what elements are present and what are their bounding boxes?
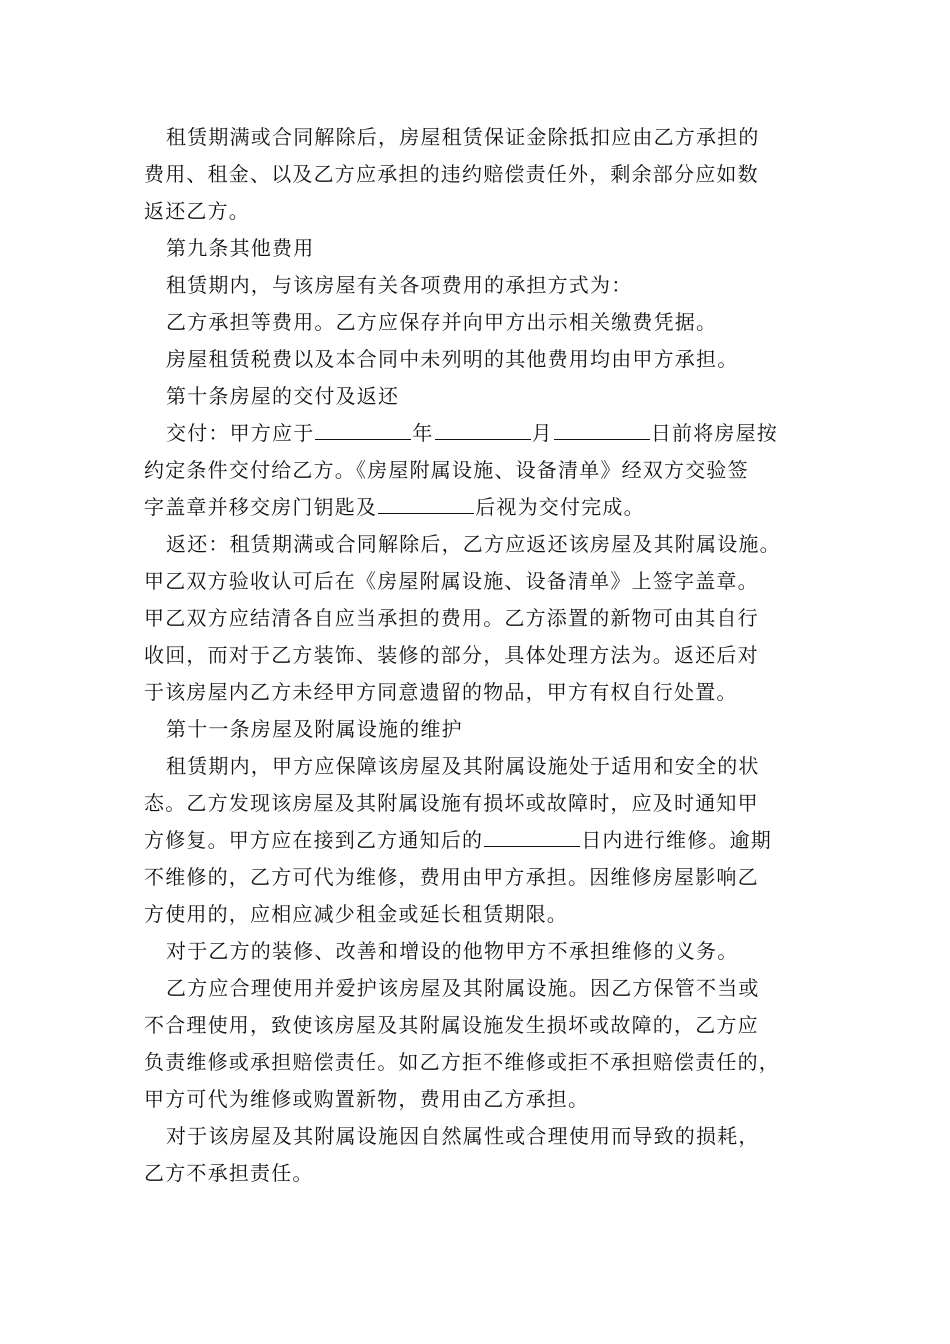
paragraph-line: 乙方不承担责任。 xyxy=(144,1161,314,1185)
paragraph-line: 费用、租金、以及乙方应承担的违约赔偿责任外，剩余部分应如数 xyxy=(144,162,759,186)
paragraph-line: 不合理使用，致使该房屋及其附属设施发生损坏或故障的，乙方应 xyxy=(144,1013,759,1037)
line-text: 年 xyxy=(412,421,434,445)
keys-handover-line xyxy=(144,495,645,519)
line-text: 方修复。甲方应在接到乙方通知后的 xyxy=(144,828,484,852)
paragraph-line: 乙方承担等费用。乙方应保存并向甲方出示相关缴费凭据。 xyxy=(166,310,718,334)
line-text: 后视为交付完成。 xyxy=(475,495,645,519)
fill-blank-month xyxy=(435,421,531,440)
line-text: 日内进行维修。逾期 xyxy=(581,828,773,852)
paragraph-line: 负责维修或承担赔偿责任。如乙方拒不维修或拒不承担赔偿责任的， xyxy=(144,1050,780,1074)
paragraph-line: 租赁期内，与该房屋有关各项费用的承担方式为： xyxy=(166,273,633,297)
section-heading-article-10: 第十条房屋的交付及返还 xyxy=(166,384,400,408)
line-text: 交付：甲方应于 xyxy=(166,421,315,445)
delivery-date-line xyxy=(166,421,778,445)
fill-blank-repair-days xyxy=(484,828,580,847)
paragraph-line: 租赁期满或合同解除后，房屋租赁保证金除抵扣应由乙方承担的 xyxy=(166,125,760,149)
paragraph-line: 乙方应合理使用并爱护该房屋及其附属设施。因乙方保管不当或 xyxy=(166,976,760,1000)
line-text: 字盖章并移交房门钥匙及 xyxy=(144,495,378,519)
paragraph-line: 方使用的，应相应减少租金或延长租赁期限。 xyxy=(144,902,568,926)
paragraph-line: 收回，而对于乙方装饰、装修的部分，具体处理方法为。返还后对 xyxy=(144,643,759,667)
paragraph-line: 态。乙方发现该房屋及其附属设施有损坏或故障时，应及时通知甲 xyxy=(144,791,759,815)
paragraph-line: 于该房屋内乙方未经甲方同意遗留的物品，甲方有权自行处置。 xyxy=(144,680,738,704)
paragraph-line: 返还：租赁期满或合同解除后，乙方应返还该房屋及其附属设施。 xyxy=(166,532,781,556)
paragraph-line: 甲乙双方应结清各自应当承担的费用。乙方添置的新物可由其自行 xyxy=(144,606,759,630)
repair-days-line xyxy=(144,828,772,852)
fill-blank-year xyxy=(315,421,411,440)
paragraph-line: 对于该房屋及其附属设施因自然属性或合理使用而导致的损耗， xyxy=(166,1124,760,1148)
line-text: 月 xyxy=(531,421,553,445)
paragraph-line: 甲方可代为维修或购置新物，费用由乙方承担。 xyxy=(144,1087,590,1111)
paragraph-line: 返还乙方。 xyxy=(144,199,250,223)
paragraph-line: 房屋租赁税费以及本合同中未列明的其他费用均由甲方承担。 xyxy=(166,347,739,371)
paragraph-line: 甲乙双方验收认可后在《房屋附属设施、设备清单》上签字盖章。 xyxy=(144,569,759,593)
paragraph-line: 不维修的，乙方可代为维修，费用由甲方承担。因维修房屋影响乙 xyxy=(144,865,759,889)
paragraph-line: 约定条件交付给乙方。《房屋附属设施、设备清单》经双方交验签 xyxy=(144,458,749,482)
line-text: 日前将房屋按 xyxy=(650,421,779,445)
paragraph-line: 对于乙方的装修、改善和增设的他物甲方不承担维修的义务。 xyxy=(166,939,739,963)
fill-blank-keys xyxy=(378,495,474,514)
paragraph-line: 租赁期内，甲方应保障该房屋及其附属设施处于适用和安全的状 xyxy=(166,754,760,778)
section-heading-article-9: 第九条其他费用 xyxy=(166,236,315,260)
section-heading-article-11: 第十一条房屋及附属设施的维护 xyxy=(166,717,463,741)
fill-blank-day xyxy=(554,421,650,440)
